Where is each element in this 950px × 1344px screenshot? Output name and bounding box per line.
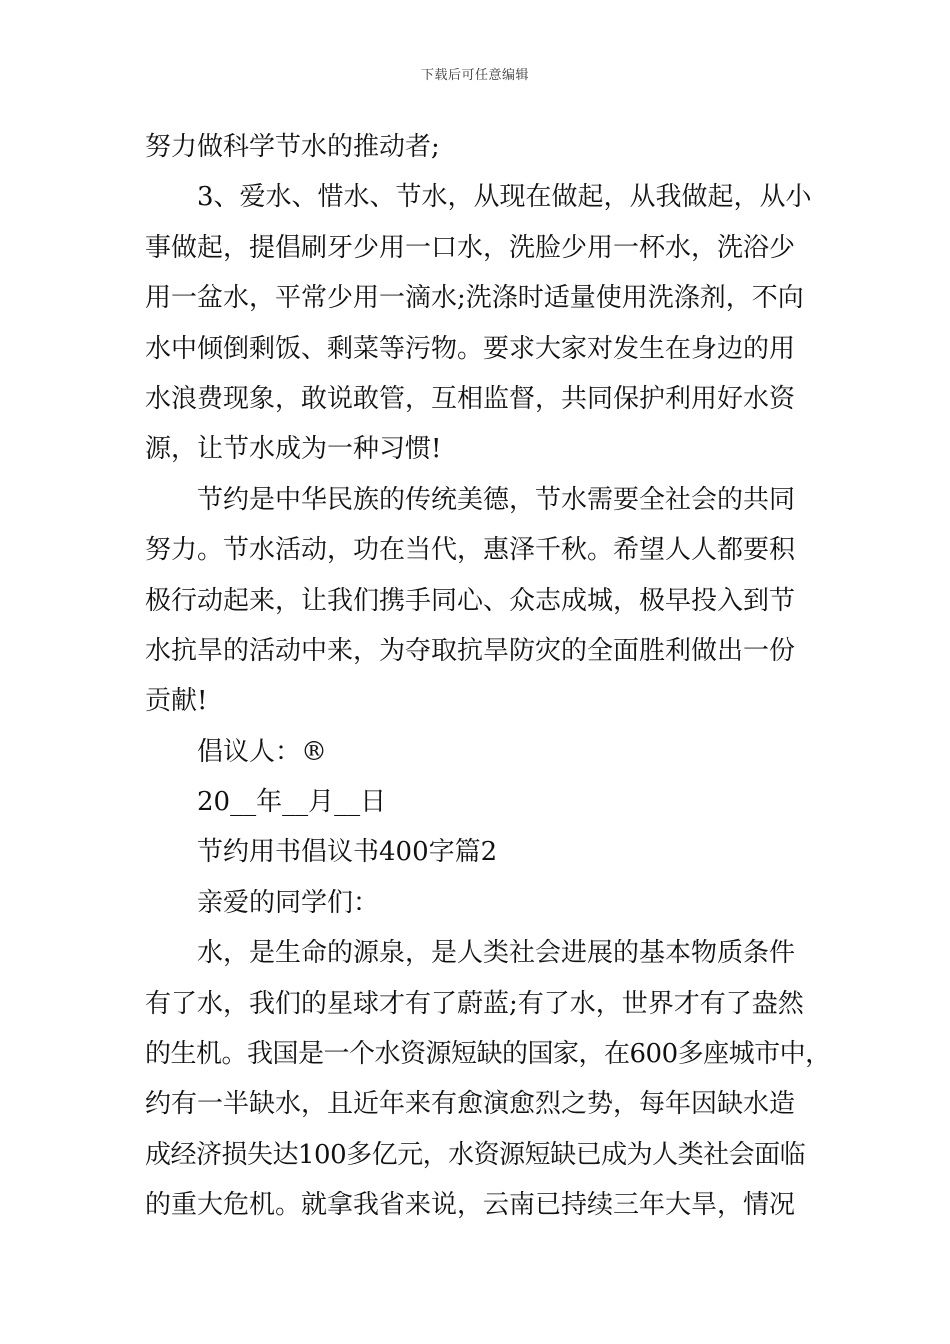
text-line: 的生机。我国是一个水资源短缺的国家，在600多座城市中， bbox=[145, 1039, 831, 1070]
text-line: 的重大危机。就拿我省来说，云南已持续三年大旱，情况 bbox=[145, 1190, 796, 1221]
text-line: 水抗旱的活动中来，为夺取抗旱防灾的全面胜利做出一份 bbox=[145, 635, 796, 666]
text-line: 极行动起来，让我们携手同心、众志成城，极早投入到节 bbox=[145, 585, 796, 616]
text-line: 成经济损失达100多亿元，水资源短缺已成为人类社会面临 bbox=[145, 1139, 806, 1170]
text-line: 努力做科学节水的推动者; bbox=[145, 132, 440, 162]
section-heading: 节约用书倡议书400字篇2 bbox=[197, 837, 498, 868]
text-line: 3、爱水、惜水、节水，从现在做起，从我做起，从小 bbox=[197, 182, 812, 213]
salutation: 亲爱的同学们： bbox=[197, 887, 380, 918]
text-line: 源，让节水成为一种习惯! bbox=[145, 434, 442, 465]
page-header: 下载后可任意编辑 bbox=[420, 68, 529, 83]
text-line: 努力。节水活动，功在当代，惠泽千秋。希望人人都要积 bbox=[145, 535, 796, 566]
text-line: 约有一半缺水，且近年来有愈演愈烈之势，每年因缺水造 bbox=[145, 1089, 796, 1120]
text-line: 水中倾倒剩饭、剩菜等污物。要求大家对发生在身边的用 bbox=[145, 333, 796, 364]
text-line: 节约是中华民族的传统美德，节水需要全社会的共同 bbox=[197, 484, 796, 515]
text-line: 水浪费现象，敢说敢管，互相监督，共同保护利用好水资 bbox=[145, 383, 796, 414]
text-line: 贡献! bbox=[145, 686, 208, 717]
text-line: 倡议人：® bbox=[197, 736, 328, 767]
text-line: 20__年__月__日 bbox=[197, 787, 387, 818]
text-line: 有了水，我们的星球才有了蔚蓝;有了水，世界才有了盎然 bbox=[145, 988, 804, 1019]
text-line: 事做起，提倡刷牙少用一口水，洗脸少用一杯水，洗浴少 bbox=[145, 232, 796, 263]
text-line: 水，是生命的源泉，是人类社会进展的基本物质条件 bbox=[197, 938, 796, 969]
document-body bbox=[145, 122, 831, 1231]
text-line: 用一盆水，平常少用一滴水;洗涤时适量使用洗涤剂，不向 bbox=[145, 283, 804, 314]
